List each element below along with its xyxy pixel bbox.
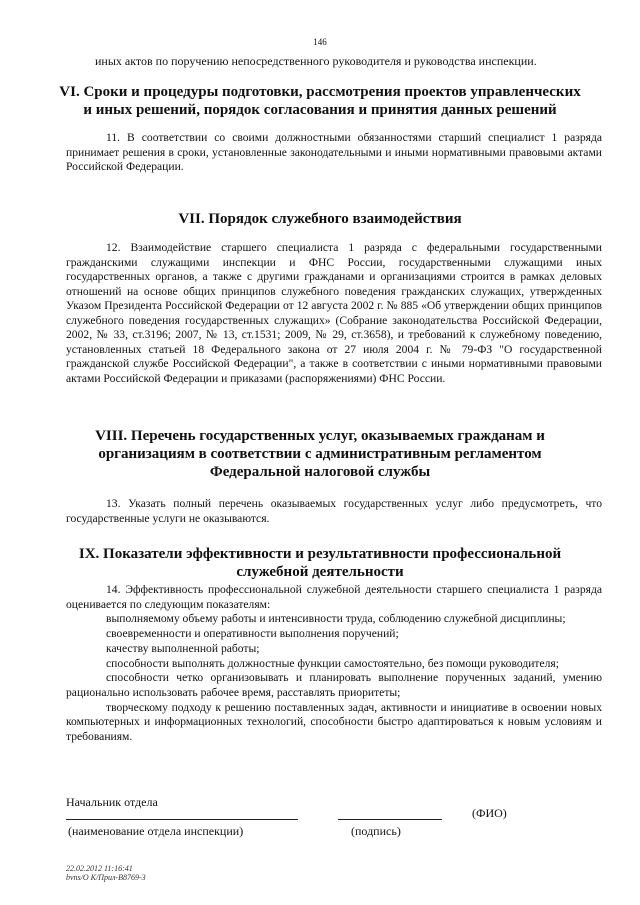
intro-line: иных актов по поручению непосредственного руководителя и руководства инспекции. [95,54,537,68]
paragraph-12: 12. Взаимодействие старшего специалиста 1 разряда с федеральными государственными гражданскими служащими инспекции и ФНС России, государственными служащими иных государственных органов, а также с другими гражданами и организациями строится в рамках деловых отношений на основе общих принципов служебного поведения гражданских служащих, утвержденных Указом Президента Российской Федерации от 12 августа 2002 г. № 885 «Об утверждении общих принципов служебного поведения государственных служащих» (Собрание законодательства Российской Федерации, 2002, № 33, ст.3196; 2007, № 13, ст.1531; 2009, № 29, ст.3658), и требований к служебному поведению, установленных статьей 18 Федерального закона от 27 июля 2004 г. № 79-ФЗ "О государственной гражданской службе Российской Федерации", а также в соответствии с иными нормативными правовыми актами Российской Федерации и приказами (распоряжениями) ФНС России. [66,241,602,385]
dept-label: (наименование отдела инспекции) [68,824,244,838]
section8-heading-line3: Федеральной налоговой службы [209,464,431,480]
criterion-item: своевременности и оперативности выполнения поручений; [106,627,399,641]
paragraph-13: 13. Указать полный перечень оказываемых государственных услуг либо предусмотреть, что государственные услуги не оказываются. [66,497,602,525]
section6-heading-line2: и иных решений, порядок согласования и принятия данных решений [83,102,557,118]
section8-heading-line2: организациям в соответствии с административным регламентом [98,446,542,462]
section7-paragraph [66,241,602,386]
footer-file-path: bvns/О К/Прил-В8769-3 [66,873,146,882]
paragraph-11: 11. В соответствии со своими должностными обязанностями старший специалист 1 разряда принимает решения в сроки, установленные законодательными и иными нормативными правовыми актами Российской Федерации. [66,131,602,173]
sign-label: (подпись) [351,824,401,838]
sign-signature-line [338,819,442,820]
criterion-item: выполняемому объему работы и интенсивности труда, соблюдению служебной дисциплины; [106,612,566,626]
criterion-item: качеству выполненной работы; [106,641,260,655]
criterion-item: способности четко организовывать и планировать выполнение порученных заданий, умению рационально использовать рабочее время, расставлять приоритеты; [66,671,602,699]
section9-heading-line2: служебной деятельности [236,564,404,580]
section9-heading-line1: IX. Показатели эффективности и результативности профессиональной [78,546,562,562]
footer-timestamp: 22.02.2012 11:16:41 [66,864,133,873]
section9-list [66,583,602,745]
criterion-item: способности выполнять должностные функции самостоятельно, без помощи руководителя; [106,656,559,670]
section8-paragraph [66,497,602,526]
dept-signature-line [66,819,298,820]
name-label: (ФИО) [472,806,507,820]
section8-heading-line1: VIII. Перечень государственных услуг, оказываемых гражданам и [95,428,545,444]
section6-paragraph [66,131,602,175]
criterion-item: творческому подходу к решению поставленных задач, активности и инициативе в освоении новых компьютерных и информационных технологий, способности быстро адаптироваться к новым условиям и требованиям. [66,700,602,744]
section7-heading: VII. Порядок служебного взаимодействия [178,211,462,227]
page-number: 146 [313,37,327,47]
paragraph-14: 14. Эффективность профессиональной служебной деятельности старшего специалиста 1 разряда оценивается по следующим показателям: [66,583,602,611]
signature-title: Начальник отдела [66,795,158,809]
section6-heading-line1: VI. Сроки и процедуры подготовки, рассмотрения проектов управленческих [59,84,581,100]
